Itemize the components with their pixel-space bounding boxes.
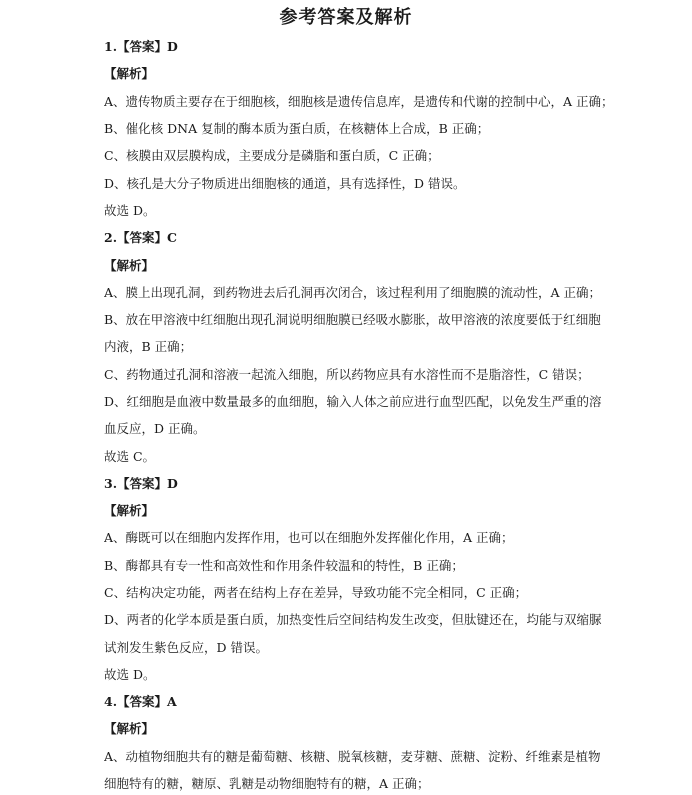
page-title: 参考答案及解析 — [279, 7, 413, 28]
q1-option-a: A、遗传物质主要存在于细胞核，细胞核是遗传信息库，是遗传和代谢的控制中心，A 正确； — [104, 94, 614, 109]
q3-option-d-line2: 试剂发生紫色反应，D 错误。 — [104, 640, 268, 655]
q3-option-d-line1: D、两者的化学本质是蛋白质，加热变性后空间结构发生改变，但肽键还在，均能与双缩脲 — [104, 612, 602, 627]
q4-option-a-line2: 细胞特有的糖，糖原、乳糖是动物细胞特有的糖，A 正确； — [104, 776, 430, 791]
q3-analysis-heading: 【解析】 — [104, 503, 155, 518]
q1-conclusion: 故选 D。 — [104, 203, 156, 218]
q1-analysis-heading: 【解析】 — [104, 66, 155, 81]
q4-option-a-line1: A、动植物细胞共有的糖是葡萄糖、核糖、脱氧核糖，麦芽糖、蔗糖、淀粉、纤维素是植物 — [104, 749, 601, 764]
q1-option-c: C、核膜由双层膜构成，主要成分是磷脂和蛋白质，C 正确； — [104, 148, 440, 163]
q1-option-b: B、催化核 DNA 复制的酶本质为蛋白质，在核糖体上合成，B 正确； — [104, 121, 490, 136]
q2-answer: 2.【答案】C — [104, 230, 177, 245]
q2-option-b-line2: 内液，B 正确； — [104, 339, 193, 354]
q3-option-b: B、酶都具有专一性和高效性和作用条件较温和的特性，B 正确； — [104, 558, 464, 573]
q2-option-a: A、膜上出现孔洞，到药物进去后孔洞再次闭合，该过程利用了细胞膜的流动性，A 正确； — [104, 285, 602, 300]
q2-option-c: C、药物通过孔洞和溶液一起流入细胞，所以药物应具有水溶性而不是脂溶性，C 错误； — [104, 367, 590, 382]
q1-answer: 1.【答案】D — [104, 39, 178, 54]
q4-analysis-heading: 【解析】 — [104, 721, 155, 736]
q2-analysis-heading: 【解析】 — [104, 258, 155, 273]
q2-option-d-line1: D、红细胞是血液中数量最多的血细胞，输入人体之前应进行血型匹配，以免发生严重的溶 — [104, 394, 602, 409]
q3-conclusion: 故选 D。 — [104, 667, 156, 682]
q2-option-d-line2: 血反应，D 正确。 — [104, 421, 206, 436]
q4-answer: 4.【答案】A — [104, 694, 177, 709]
q1-option-d: D、核孔是大分子物质进出细胞核的通道，具有选择性，D 错误。 — [104, 176, 466, 191]
q3-answer: 3.【答案】D — [104, 476, 178, 491]
q2-conclusion: 故选 C。 — [104, 449, 156, 464]
q2-option-b-line1: B、放在甲溶液中红细胞出现孔洞说明细胞膜已经吸水膨胀，故甲溶液的浓度要低于红细胞 — [104, 312, 601, 327]
q3-option-a: A、酶既可以在细胞内发挥作用，也可以在细胞外发挥催化作用，A 正确； — [104, 530, 514, 545]
q3-option-c: C、结构决定功能，两者在结构上存在差异，导致功能不完全相同，C 正确； — [104, 585, 528, 600]
